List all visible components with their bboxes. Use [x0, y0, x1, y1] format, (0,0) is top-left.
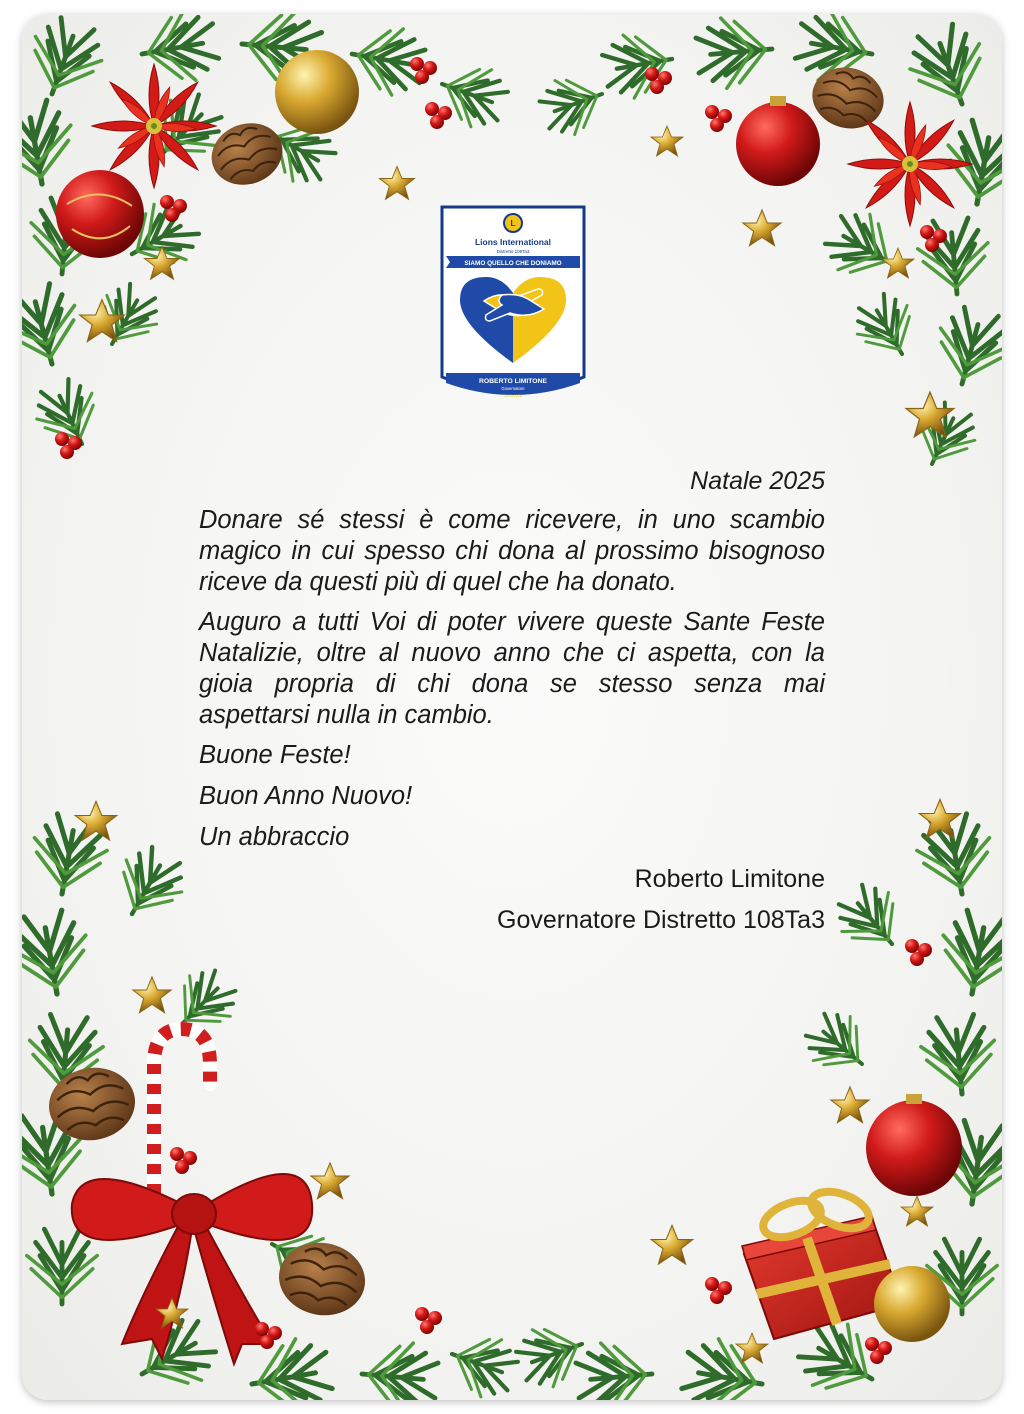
top-right-decoration [535, 14, 1002, 476]
badge-term: 2025/2026 [504, 394, 522, 398]
greeting-2: Buon Anno Nuovo! [199, 782, 413, 810]
letter-paragraph-1: Donare sé stessi è come ricevere, in uno scambio magico in cui spesso chi dona al prossimo bisognoso riceve da questi più di quel che ha donato. [199, 506, 825, 596]
lions-badge [440, 205, 586, 411]
christmas-card [22, 14, 1002, 1400]
badge-org-name: Lions International [474, 237, 552, 247]
badge-role: Governatore [501, 386, 525, 391]
svg-text:L: L [510, 219, 516, 228]
signature-title: Governatore Distretto 108Ta3 [497, 906, 825, 934]
letter-heading: Natale 2025 [690, 467, 825, 495]
badge-motto: SIAMO QUELLO CHE DONIAMO [464, 260, 562, 267]
letter-paragraph-2: Auguro a tutti Voi di poter vivere queste Sante Feste Natalizie, oltre al nuovo anno che ci aspetta, con la gioia propria di chi dona se stesso senza mai aspettarsi nulla in cambio. [199, 608, 825, 729]
badge-name: ROBERTO LIMITONE [478, 378, 548, 385]
closing-text: Un abbraccio [199, 823, 350, 851]
signature-name: Roberto Limitone [634, 865, 825, 893]
letter-body [199, 464, 825, 945]
badge-district: Distretto 108Ta3 [496, 249, 530, 254]
greeting-1: Buone Feste! [199, 741, 351, 769]
